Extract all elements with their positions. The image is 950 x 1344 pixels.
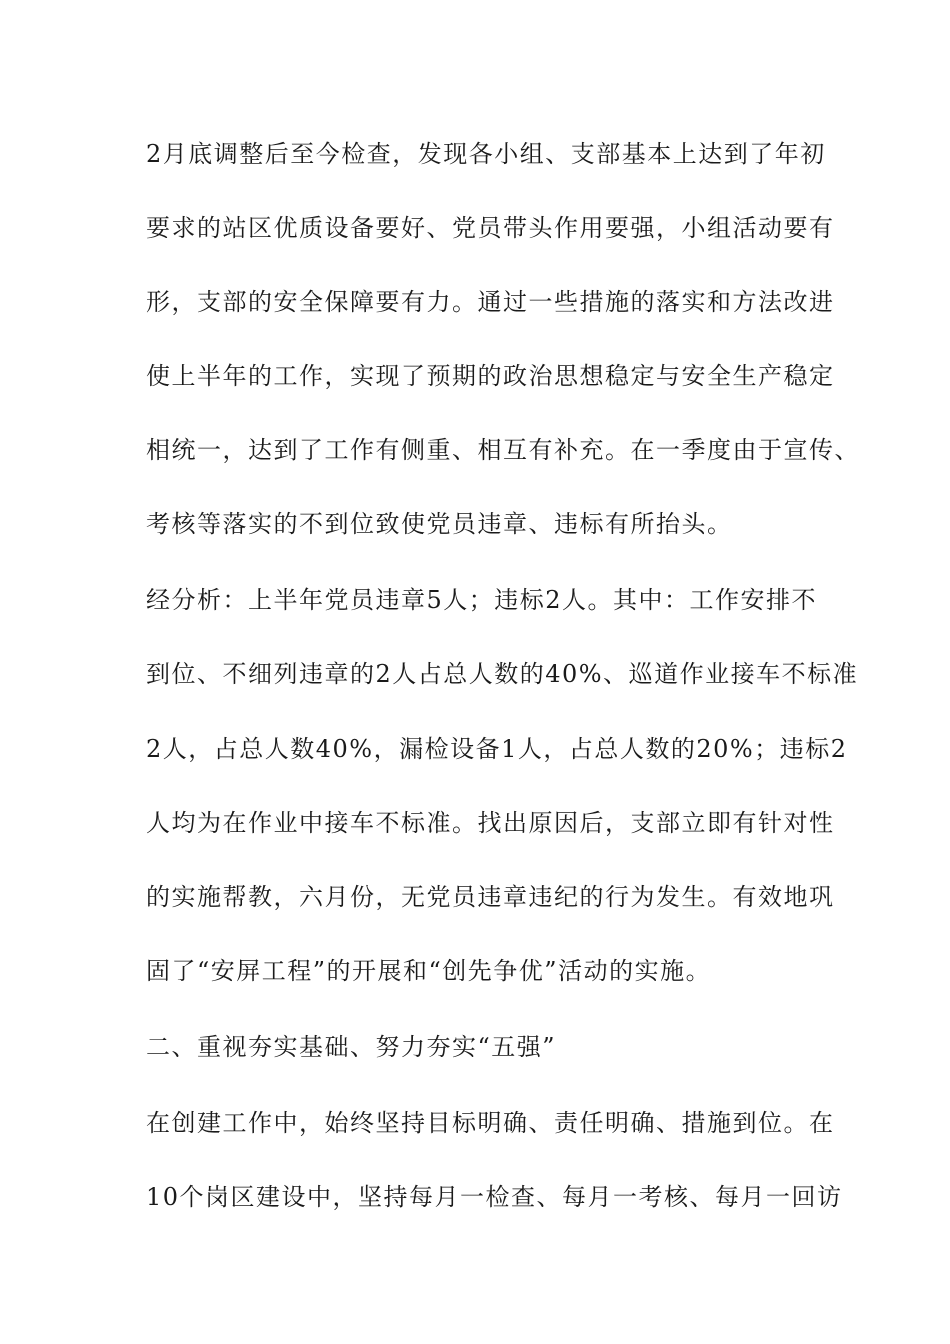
text-line: 固了“安屏工程”的开展和“创先争优”活动的实施。: [146, 957, 712, 985]
text-line: 10个岗区建设中，坚持每月一检查、每月一考核、每月一回访: [146, 1183, 843, 1211]
text-line: 到位、不细列违章的2人占总人数的40%、巡道作业接车不标准: [146, 660, 859, 688]
text-line: 考核等落实的不到位致使党员违章、违标有所抬头。: [146, 510, 733, 538]
text-line: 2人，占总人数40%，漏检设备1人，占总人数的20%；违标2: [146, 735, 848, 763]
section-heading: 二、重视夯实基础、努力夯实“五强”: [146, 1033, 557, 1061]
text-line: 相统一，达到了工作有侧重、相互有补充。在一季度由于宣传、: [146, 436, 860, 464]
text-line: 在创建工作中，始终坚持目标明确、责任明确、措施到位。在: [146, 1109, 835, 1137]
text-line: 要求的站区优质设备要好、党员带头作用要强，小组活动要有: [146, 214, 835, 242]
text-line: 的实施帮教，六月份，无党员违章违纪的行为发生。有效地巩: [146, 883, 835, 911]
text-line: 2月底调整后至今检查，发现各小组、支部基本上达到了年初: [146, 140, 826, 168]
text-line: 经分析：上半年党员违章5人；违标2人。其中：工作安排不: [146, 586, 818, 614]
text-line: 形，支部的安全保障要有力。通过一些措施的落实和方法改进: [146, 288, 835, 316]
text-line: 使上半年的工作，实现了预期的政治思想稳定与安全生产稳定: [146, 362, 835, 390]
text-line: 人均为在作业中接车不标准。找出原因后，支部立即有针对性: [146, 809, 835, 837]
